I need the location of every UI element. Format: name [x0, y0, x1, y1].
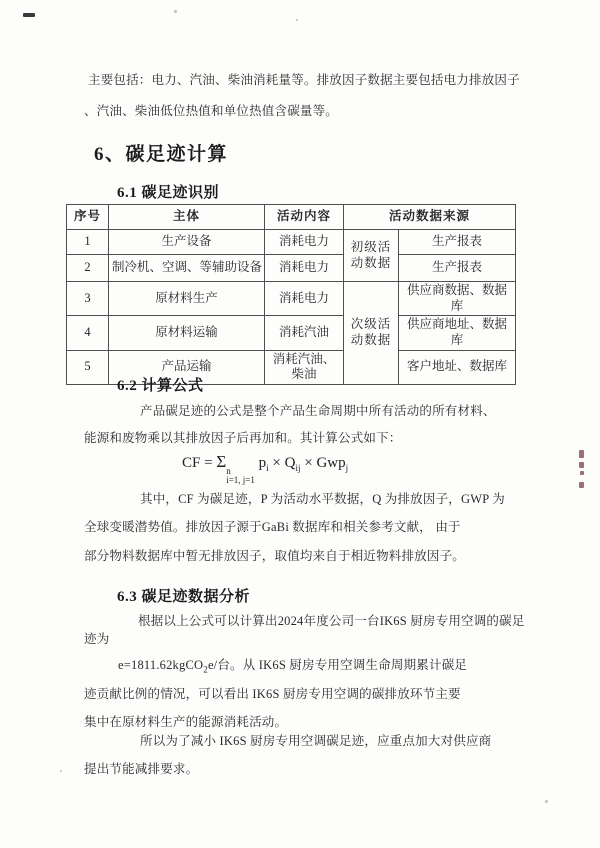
result-value-post: e/台。从 IK6S 厨房专用空调生命周期累计碳足	[207, 658, 468, 672]
carbon-footprint-formula	[182, 452, 348, 486]
table-row-2	[67, 255, 516, 282]
cell-activity: 消耗电力	[265, 255, 344, 282]
cell-activity: 消耗电力	[265, 282, 344, 316]
cell-subject: 产品运输	[109, 350, 265, 384]
scan-mark-right-edge	[579, 462, 584, 468]
cell-group-secondary: 次级活动数据	[344, 282, 399, 385]
table-row-1	[67, 230, 516, 255]
sigma-lower: i=1, j=1	[226, 475, 255, 486]
formula-times-1: ×	[268, 455, 285, 471]
table-header-row	[67, 205, 516, 230]
cell-source: 供应商地址、数据库	[399, 316, 516, 350]
result-line-3: 集中在原材料生产的能源消耗活动。	[84, 715, 288, 729]
cell-subject: 原材料运输	[109, 316, 265, 350]
co2-subscript: 2	[203, 664, 208, 675]
cell-no: 3	[67, 282, 109, 316]
analysis-line-2: 迹为	[84, 632, 110, 646]
result-line-1	[118, 655, 467, 675]
cell-activity: 消耗汽油、柴油	[265, 350, 344, 384]
col-header-subject: 主体	[109, 205, 265, 230]
formula-intro-line-1: 产品碳足迹的公式是整个产品生命周期中所有活动的所有材料、	[140, 404, 496, 418]
section-6-1-heading: 6.1 碳足迹识别	[117, 185, 220, 201]
formula-intro-line-2: 能源和废物乘以其排放因子后再加和。其计算公式如下：	[84, 431, 402, 445]
scan-speck	[296, 19, 298, 21]
formula-q: Q	[284, 455, 296, 471]
cell-no: 1	[67, 230, 109, 255]
formula-p: p	[258, 455, 267, 471]
cell-subject: 制冷机、空调、等辅助设备	[109, 255, 265, 282]
cell-subject: 生产设备	[109, 230, 265, 255]
formula-gwp: Gwp	[316, 455, 346, 471]
cell-no: 2	[67, 255, 109, 282]
table-row-3	[67, 282, 516, 316]
col-header-no: 序号	[67, 205, 109, 230]
scan-mark-right-edge	[579, 482, 584, 488]
result-value-pre: e=1811.62kgCO	[118, 658, 204, 672]
scan-mark-right-edge	[579, 450, 584, 458]
cell-source: 生产报表	[399, 255, 516, 282]
col-header-activity: 活动内容	[265, 205, 344, 230]
sigma-limits	[226, 467, 255, 486]
formula-times-2: ×	[300, 455, 317, 471]
conclusion-line-2: 提出节能减排要求。	[84, 762, 199, 776]
carbon-footprint-table	[66, 204, 516, 385]
formula-note-line-3: 部分物料数据库中暂无排放因子，取值均来自于相近物料排放因子。	[84, 549, 466, 563]
result-line-2: 迹贡献比例的情况，可以看出 IK6S 厨房专用空调的碳排放环节主要	[84, 687, 461, 701]
cell-group-primary: 初级活动数据	[344, 230, 399, 282]
analysis-line-1: 根据以上公式可以计算出2024年度公司一台IK6S 厨房专用空调的碳足	[138, 614, 525, 628]
cell-subject: 原材料生产	[109, 282, 265, 316]
cell-source: 生产报表	[399, 230, 516, 255]
intro-line-2: 、汽油、柴油低位热值和单位热值含碳量等。	[84, 104, 339, 118]
section-6-heading: 6、碳足迹计算	[94, 144, 229, 165]
formula-gwp-sub: j	[345, 463, 349, 473]
scan-speck	[60, 770, 62, 772]
section-6-3-heading: 6.3 碳足迹数据分析	[117, 589, 251, 605]
cell-source: 供应商数据、数据库	[399, 282, 516, 316]
formula-p-sub: i	[266, 463, 269, 473]
conclusion-line-1: 所以为了减小 IK6S 厨房专用空调碳足迹，应重点加大对供应商	[140, 734, 492, 748]
scan-speck	[545, 800, 548, 803]
scan-smudge-top-left	[23, 13, 35, 17]
intro-line-1: 主要包括：电力、汽油、柴油消耗量等。排放因子数据主要包括电力排放因子	[88, 73, 520, 87]
cell-activity: 消耗汽油	[265, 316, 344, 350]
formula-note-line-1: 其中，CF 为碳足迹，P 为活动水平数据，Q 为排放因子，GWP 为	[140, 492, 505, 506]
scan-mark-right-edge	[580, 471, 584, 475]
section-6-2-heading: 6.2 计算公式	[117, 378, 204, 394]
cell-no: 4	[67, 316, 109, 350]
cell-source: 客户地址、数据库	[399, 350, 516, 384]
scan-speck	[174, 10, 177, 13]
col-header-source: 活动数据来源	[344, 205, 516, 230]
sigma-upper: n	[226, 466, 231, 476]
formula-lhs: CF =	[182, 455, 217, 471]
cell-activity: 消耗电力	[265, 230, 344, 255]
sigma-symbol: Σ	[216, 452, 227, 471]
formula-q-sub: ij	[295, 463, 301, 473]
cell-no: 5	[67, 350, 109, 384]
table-row-4	[67, 316, 516, 350]
formula-note-line-2: 全球变暖潜势值。排放因子源于GaBi 数据库和相关参考文献， 由于	[84, 520, 461, 534]
